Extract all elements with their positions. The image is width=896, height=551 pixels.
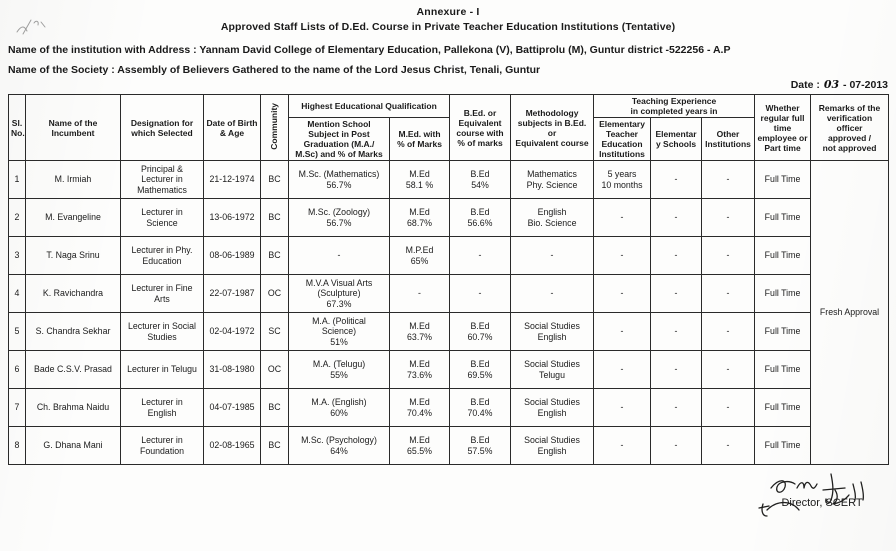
cell-designation: Lecturer in Phy. Education [121,237,204,275]
cell-etei: - [594,427,651,465]
cell-regular: Full Time [755,199,811,237]
cell-name: M. Evangeline [26,199,121,237]
cell-name: S. Chandra Sekhar [26,313,121,351]
cell-dob: 02-08-1965 [204,427,261,465]
cell-bed: - [450,275,511,313]
signature-block [752,497,892,509]
header-community [261,95,289,161]
cell-community: SC [261,313,289,351]
header-designation: Designation for which Selected [121,95,204,161]
cell-etei: 5 years 10 months [594,161,651,199]
date-rest: - 07-2013 [843,79,888,91]
cell-name: Bade C.S.V. Prasad [26,351,121,389]
cell-regular: Full Time [755,161,811,199]
cell-elementary-schools: - [651,275,702,313]
cell-other-institutions: - [702,275,755,313]
cell-designation: Lecturer in Social Studies [121,313,204,351]
cell-community: BC [261,389,289,427]
cell-sl: 1 [9,161,26,199]
header-highest-qualification: Highest Educational Qualification [289,95,450,118]
cell-pg-subject: M.V.A Visual Arts (Sculpture) 67.3% [289,275,390,313]
cell-dob: 22-07-1987 [204,275,261,313]
header-methodology: Methodology subjects in B.Ed. or Equivalent course [511,95,594,161]
cell-designation: Lecturer in Telugu [121,351,204,389]
table-row [9,427,889,465]
cell-med: - [390,275,450,313]
cell-community: BC [261,199,289,237]
cell-bed: B.Ed 57.5% [450,427,511,465]
cell-bed: B.Ed 60.7% [450,313,511,351]
cell-med: M.P.Ed 65% [390,237,450,275]
table-row [9,351,889,389]
cell-etei: - [594,313,651,351]
cell-community: BC [261,161,289,199]
cell-sl: 4 [9,275,26,313]
header-bed: B.Ed. or Equivalent course with % of marks [450,95,511,161]
cell-name: G. Dhana Mani [26,427,121,465]
cell-pg-subject: M.A. (Telugu) 55% [289,351,390,389]
cell-other-institutions: - [702,427,755,465]
cell-other-institutions: - [702,199,755,237]
cell-remarks: Fresh Approval [811,161,889,465]
cell-designation: Lecturer in Science [121,199,204,237]
annexure-label: Annexure - I [416,6,480,18]
table-row [9,199,889,237]
header-pg-subject: Mention School Subject in Post Graduation (M.A./ M.Sc) and % of Marks [289,118,390,161]
cell-pg-subject: M.A. (Political Science) 51% [289,313,390,351]
institution-line: Name of the institution with Address : Yannam David College of Elementary Education, Pallekona (V), Battiprolu (M), Guntur district -522256 - A.P [8,44,731,56]
cell-community: OC [261,351,289,389]
cell-pg-subject: - [289,237,390,275]
cell-regular: Full Time [755,237,811,275]
cell-pg-subject: M.A. (English) 60% [289,389,390,427]
cell-med: M.Ed 65.5% [390,427,450,465]
cell-elementary-schools: - [651,427,702,465]
cell-med: M.Ed 58.1 % [390,161,450,199]
header-elementary-schools: Elementar y Schools [651,118,702,161]
signature-scribble [735,466,895,522]
cell-designation: Lecturer in English [121,389,204,427]
cell-etei: - [594,351,651,389]
cell-pg-subject: M.Sc. (Zoology) 56.7% [289,199,390,237]
cell-med: M.Ed 70.4% [390,389,450,427]
cell-sl: 5 [9,313,26,351]
header-other-institutions: Other Institutions [702,118,755,161]
date-handwritten-value: 03 [823,78,840,91]
cell-sl: 7 [9,389,26,427]
cell-community: BC [261,427,289,465]
signature-title: Director, SCERT [781,497,863,509]
header-etei: Elementary Teacher Education Institutions [594,118,651,161]
cell-elementary-schools: - [651,237,702,275]
cell-elementary-schools: - [651,313,702,351]
cell-pg-subject: M.Sc. (Mathematics) 56.7% [289,161,390,199]
table-row [9,313,889,351]
table-body [9,161,889,465]
table-row [9,161,889,199]
cell-dob: 04-07-1985 [204,389,261,427]
cell-community: OC [261,275,289,313]
cell-regular: Full Time [755,427,811,465]
cell-etei: - [594,237,651,275]
cell-other-institutions: - [702,237,755,275]
header-dob: Date of Birth & Age [204,95,261,161]
cell-regular: Full Time [755,313,811,351]
cell-other-institutions: - [702,389,755,427]
cell-bed: B.Ed 70.4% [450,389,511,427]
cell-dob: 08-06-1989 [204,237,261,275]
cell-bed: B.Ed 56.6% [450,199,511,237]
cell-methodology: Social Studies English [511,389,594,427]
header-row-1 [9,95,889,118]
cell-methodology: Social Studies English [511,313,594,351]
cell-elementary-schools: - [651,389,702,427]
table-row [9,389,889,427]
cell-regular: Full Time [755,389,811,427]
cell-etei: - [594,389,651,427]
society-line: Name of the Society : Assembly of Believers Gathered to the name of the Lord Jesus Christ, Tenali, Guntur [8,64,541,76]
header-med: M.Ed. with % of Marks [390,118,450,161]
document-subtitle: Approved Staff Lists of D.Ed. Course in Private Teacher Education Institutions (Tentative) [220,21,676,33]
table-header [9,95,889,161]
cell-dob: 02-04-1972 [204,313,261,351]
cell-methodology: Social Studies English [511,427,594,465]
approved-staff-table [8,94,889,465]
cell-sl: 8 [9,427,26,465]
header-community-label: Community [269,103,280,150]
cell-name: M. Irmiah [26,161,121,199]
cell-community: BC [261,237,289,275]
cell-name: Ch. Brahma Naidu [26,389,121,427]
cell-bed: B.Ed 69.5% [450,351,511,389]
cell-other-institutions: - [702,161,755,199]
cell-dob: 21-12-1974 [204,161,261,199]
cell-other-institutions: - [702,351,755,389]
cell-dob: 31-08-1980 [204,351,261,389]
cell-bed: B.Ed 54% [450,161,511,199]
cell-pg-subject: M.Sc. (Psychology) 64% [289,427,390,465]
cell-sl: 2 [9,199,26,237]
header-regular-fulltime: Whether regular full time employee or Part time [755,95,811,161]
date-label: Date : [790,79,820,91]
cell-elementary-schools: - [651,199,702,237]
header-remarks: Remarks of the verification officer approved / not approved [811,95,889,161]
cell-sl: 3 [9,237,26,275]
cell-methodology: - [511,237,594,275]
cell-designation: Lecturer in Foundation [121,427,204,465]
cell-regular: Full Time [755,275,811,313]
header-teaching-experience: Teaching Experience in completed years in [594,95,755,118]
cell-designation: Principal & Lecturer in Mathematics [121,161,204,199]
cell-name: K. Ravichandra [26,275,121,313]
cell-methodology: English Bio. Science [511,199,594,237]
table-row [9,275,889,313]
cell-etei: - [594,275,651,313]
cell-elementary-schools: - [651,161,702,199]
cell-bed: - [450,237,511,275]
header-name: Name of the Incumbent [26,95,121,161]
table-row [9,237,889,275]
cell-methodology: - [511,275,594,313]
cell-med: M.Ed 63.7% [390,313,450,351]
cell-name: T. Naga Srinu [26,237,121,275]
cell-dob: 13-06-1972 [204,199,261,237]
cell-methodology: Social Studies Telugu [511,351,594,389]
cell-sl: 6 [9,351,26,389]
cell-methodology: Mathematics Phy. Science [511,161,594,199]
cell-med: M.Ed 73.6% [390,351,450,389]
date-line [791,78,888,91]
header-sl-no: Sl. No. [9,95,26,161]
cell-other-institutions: - [702,313,755,351]
cell-etei: - [594,199,651,237]
cell-elementary-schools: - [651,351,702,389]
cell-designation: Lecturer in Fine Arts [121,275,204,313]
cell-regular: Full Time [755,351,811,389]
cell-med: M.Ed 68.7% [390,199,450,237]
